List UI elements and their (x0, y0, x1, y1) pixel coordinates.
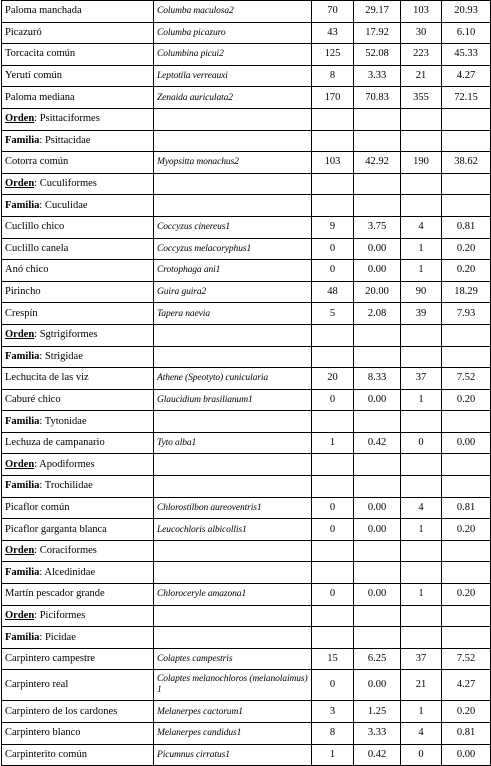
family-name: : Strigidae (39, 350, 83, 362)
empty-cell (154, 411, 312, 433)
family-cell (2, 130, 154, 152)
count-cell: 223 (401, 44, 442, 66)
scientific-name-cell: Tyto alba1 (154, 432, 312, 454)
count-cell: 48 (312, 281, 354, 303)
scientific-name-cell: Columba maculosa2 (154, 1, 312, 23)
empty-cell (354, 476, 401, 498)
empty-cell (401, 108, 442, 130)
count-cell: 103 (401, 1, 442, 23)
order-name: : Psittaciformes (34, 113, 100, 125)
count-cell: 0 (312, 260, 354, 282)
count-cell: 190 (401, 152, 442, 174)
percent-cell: 0.00 (354, 584, 401, 606)
empty-cell (312, 195, 354, 217)
percent-cell: 4.27 (442, 670, 491, 701)
percent-cell: 0.81 (442, 723, 491, 745)
common-name-cell: Lechucita de las viz (2, 368, 154, 390)
empty-cell (154, 605, 312, 627)
percent-cell: 42.92 (354, 152, 401, 174)
scientific-name-cell: Colaptes campestris (154, 648, 312, 670)
empty-cell (354, 454, 401, 476)
count-cell: 103 (312, 152, 354, 174)
scientific-name-cell: Colaptes melanochloros (melanolaimus) 1 (154, 670, 312, 701)
scientific-name-cell: Chloroceryle amazona1 (154, 584, 312, 606)
empty-cell (154, 540, 312, 562)
count-cell: 9 (312, 216, 354, 238)
family-cell (2, 476, 154, 498)
count-cell: 20 (312, 368, 354, 390)
empty-cell (312, 454, 354, 476)
empty-cell (354, 627, 401, 649)
scientific-name-cell: Guira guira2 (154, 281, 312, 303)
empty-cell (442, 173, 491, 195)
percent-cell: 0.00 (354, 519, 401, 541)
order-name: : Coraciformes (34, 545, 97, 557)
order-label: Orden (5, 545, 35, 557)
table-row (2, 152, 491, 174)
percent-cell: 0.00 (354, 238, 401, 260)
family-name: : Cuculidae (39, 199, 88, 211)
percent-cell: 0.00 (354, 497, 401, 519)
empty-cell (401, 476, 442, 498)
count-cell: 39 (401, 303, 442, 325)
family-label: Familia (5, 566, 40, 578)
family-label: Familia (5, 631, 40, 643)
table-row (2, 1, 491, 23)
order-name: : Sgtrigiformes (34, 329, 98, 341)
order-label: Orden (5, 329, 35, 341)
count-cell: 0 (312, 497, 354, 519)
empty-cell (401, 627, 442, 649)
empty-cell (312, 324, 354, 346)
percent-cell: 6.10 (442, 22, 491, 44)
order-label: Orden (5, 113, 35, 125)
empty-cell (354, 195, 401, 217)
family-label: Familia (5, 480, 40, 492)
common-name-cell: Cotorra común (2, 152, 154, 174)
empty-cell (401, 540, 442, 562)
empty-cell (442, 627, 491, 649)
scientific-name-cell: Leptotila verreauxi (154, 65, 312, 87)
family-cell (2, 627, 154, 649)
percent-cell: 0.00 (354, 670, 401, 701)
table-row (2, 368, 491, 390)
order-name: : Apodiformes (34, 458, 95, 470)
percent-cell: 45.33 (442, 44, 491, 66)
empty-cell (401, 605, 442, 627)
family-label: Familia (5, 415, 40, 427)
percent-cell: 38.62 (442, 152, 491, 174)
empty-cell (401, 173, 442, 195)
count-cell: 37 (401, 648, 442, 670)
count-cell: 0 (312, 519, 354, 541)
percent-cell: 52.08 (354, 44, 401, 66)
count-cell: 170 (312, 87, 354, 109)
empty-cell (401, 411, 442, 433)
percent-cell: 3.75 (354, 216, 401, 238)
count-cell: 4 (401, 723, 442, 745)
table-row (2, 281, 491, 303)
common-name-cell: Carpintero de los cardones (2, 701, 154, 723)
common-name-cell: Torcacita común (2, 44, 154, 66)
species-table-body (2, 1, 491, 766)
empty-cell (442, 605, 491, 627)
scientific-name-cell: Myopsitta monachus2 (154, 152, 312, 174)
empty-cell (312, 562, 354, 584)
common-name-cell: Cuclillo canela (2, 238, 154, 260)
order-row (2, 173, 491, 195)
scientific-name-cell: Columbina picui2 (154, 44, 312, 66)
common-name-cell: Lechuza de campanario (2, 432, 154, 454)
order-row (2, 324, 491, 346)
common-name-cell: Martín pescador grande (2, 584, 154, 606)
percent-cell: 18.29 (442, 281, 491, 303)
family-label: Familia (5, 350, 40, 362)
empty-cell (442, 454, 491, 476)
family-cell (2, 346, 154, 368)
count-cell: 0 (312, 238, 354, 260)
percent-cell: 4.27 (442, 65, 491, 87)
empty-cell (442, 540, 491, 562)
count-cell: 90 (401, 281, 442, 303)
family-label: Familia (5, 199, 40, 211)
order-row (2, 454, 491, 476)
table-row (2, 87, 491, 109)
order-row (2, 108, 491, 130)
empty-cell (154, 173, 312, 195)
count-cell: 0 (312, 584, 354, 606)
percent-cell: 0.42 (354, 744, 401, 766)
family-row (2, 562, 491, 584)
empty-cell (312, 130, 354, 152)
count-cell: 1 (401, 519, 442, 541)
percent-cell: 0.00 (354, 389, 401, 411)
species-table (1, 0, 491, 766)
common-name-cell: Carpinterito común (2, 744, 154, 766)
order-label: Orden (5, 458, 35, 470)
empty-cell (442, 130, 491, 152)
percent-cell: 20.93 (442, 1, 491, 23)
table-row (2, 701, 491, 723)
count-cell: 1 (401, 701, 442, 723)
count-cell: 1 (401, 389, 442, 411)
percent-cell: 17.92 (354, 22, 401, 44)
common-name-cell: Carpintero real (2, 670, 154, 701)
count-cell: 21 (401, 65, 442, 87)
percent-cell: 0.81 (442, 497, 491, 519)
common-name-cell: Yerutí común (2, 65, 154, 87)
family-cell (2, 562, 154, 584)
common-name-cell: Picaflor común (2, 497, 154, 519)
family-name: : Tytonidae (39, 415, 87, 427)
common-name-cell: Caburé chico (2, 389, 154, 411)
family-cell (2, 411, 154, 433)
family-row (2, 130, 491, 152)
empty-cell (154, 627, 312, 649)
table-row (2, 389, 491, 411)
family-row (2, 411, 491, 433)
family-name: : Alcedinidae (39, 566, 96, 578)
percent-cell: 0.00 (354, 260, 401, 282)
empty-cell (154, 562, 312, 584)
count-cell: 0 (401, 432, 442, 454)
family-row (2, 195, 491, 217)
empty-cell (401, 454, 442, 476)
percent-cell: 72.15 (442, 87, 491, 109)
common-name-cell: Carpintero blanco (2, 723, 154, 745)
percent-cell: 0.81 (442, 216, 491, 238)
family-row (2, 476, 491, 498)
percent-cell: 20.00 (354, 281, 401, 303)
empty-cell (354, 324, 401, 346)
common-name-cell: Anó chico (2, 260, 154, 282)
common-name-cell: Paloma manchada (2, 1, 154, 23)
order-cell (2, 454, 154, 476)
percent-cell: 8.33 (354, 368, 401, 390)
empty-cell (442, 476, 491, 498)
empty-cell (312, 627, 354, 649)
order-cell (2, 605, 154, 627)
scientific-name-cell: Picumnus cirratus1 (154, 744, 312, 766)
order-row (2, 540, 491, 562)
table-row (2, 432, 491, 454)
table-row (2, 44, 491, 66)
order-cell (2, 108, 154, 130)
percent-cell: 1.25 (354, 701, 401, 723)
empty-cell (354, 411, 401, 433)
family-row (2, 627, 491, 649)
percent-cell: 7.52 (442, 648, 491, 670)
family-cell (2, 195, 154, 217)
empty-cell (442, 346, 491, 368)
table-row (2, 260, 491, 282)
empty-cell (442, 324, 491, 346)
common-name-cell: Picazuró (2, 22, 154, 44)
table-row (2, 22, 491, 44)
percent-cell: 0.20 (442, 389, 491, 411)
common-name-cell: Pirincho (2, 281, 154, 303)
percent-cell: 0.00 (442, 432, 491, 454)
percent-cell: 0.20 (442, 584, 491, 606)
family-row (2, 346, 491, 368)
common-name-cell: Crespín (2, 303, 154, 325)
order-name: : Piciformes (34, 609, 86, 621)
scientific-name-cell: Melanerpes candidus1 (154, 723, 312, 745)
empty-cell (154, 454, 312, 476)
count-cell: 70 (312, 1, 354, 23)
empty-cell (354, 346, 401, 368)
empty-cell (401, 324, 442, 346)
count-cell: 1 (401, 238, 442, 260)
empty-cell (354, 562, 401, 584)
table-row (2, 497, 491, 519)
empty-cell (154, 476, 312, 498)
empty-cell (442, 411, 491, 433)
percent-cell: 6.25 (354, 648, 401, 670)
family-label: Familia (5, 134, 40, 146)
order-row (2, 605, 491, 627)
empty-cell (442, 108, 491, 130)
percent-cell: 0.20 (442, 701, 491, 723)
percent-cell: 7.52 (442, 368, 491, 390)
count-cell: 30 (401, 22, 442, 44)
count-cell: 4 (401, 216, 442, 238)
empty-cell (312, 346, 354, 368)
percent-cell: 7.93 (442, 303, 491, 325)
family-name: : Trochilidae (39, 480, 93, 492)
table-row (2, 584, 491, 606)
count-cell: 5 (312, 303, 354, 325)
scientific-name-cell: Tapera naevia (154, 303, 312, 325)
common-name-cell: Picaflor garganta blanca (2, 519, 154, 541)
table-row (2, 65, 491, 87)
percent-cell: 0.20 (442, 519, 491, 541)
scientific-name-cell: Leucochloris albicollis1 (154, 519, 312, 541)
common-name-cell: Carpintero campestre (2, 648, 154, 670)
scientific-name-cell: Glaucidium brasilianum1 (154, 389, 312, 411)
scientific-name-cell: Zenaida auriculata2 (154, 87, 312, 109)
empty-cell (401, 562, 442, 584)
scientific-name-cell: Coccyzus cinereus1 (154, 216, 312, 238)
empty-cell (312, 476, 354, 498)
count-cell: 0 (401, 744, 442, 766)
empty-cell (154, 195, 312, 217)
count-cell: 15 (312, 648, 354, 670)
count-cell: 355 (401, 87, 442, 109)
percent-cell: 0.42 (354, 432, 401, 454)
order-label: Orden (5, 178, 35, 190)
percent-cell: 29.17 (354, 1, 401, 23)
empty-cell (354, 108, 401, 130)
table-row (2, 238, 491, 260)
empty-cell (401, 346, 442, 368)
table-row (2, 648, 491, 670)
empty-cell (154, 130, 312, 152)
count-cell: 21 (401, 670, 442, 701)
empty-cell (154, 346, 312, 368)
count-cell: 1 (312, 432, 354, 454)
table-row (2, 216, 491, 238)
percent-cell: 3.33 (354, 65, 401, 87)
empty-cell (401, 130, 442, 152)
count-cell: 1 (312, 744, 354, 766)
table-row (2, 744, 491, 766)
scientific-name-cell: Crotophaga ani1 (154, 260, 312, 282)
empty-cell (401, 195, 442, 217)
percent-cell: 3.33 (354, 723, 401, 745)
percent-cell: 2.08 (354, 303, 401, 325)
count-cell: 0 (312, 670, 354, 701)
empty-cell (442, 562, 491, 584)
table-row (2, 670, 491, 701)
empty-cell (312, 540, 354, 562)
empty-cell (354, 540, 401, 562)
common-name-cell: Cuclillo chico (2, 216, 154, 238)
order-cell (2, 324, 154, 346)
count-cell: 125 (312, 44, 354, 66)
family-name: : Picidae (39, 631, 76, 643)
scientific-name-cell: Columba picazuro (154, 22, 312, 44)
empty-cell (312, 173, 354, 195)
empty-cell (354, 130, 401, 152)
empty-cell (312, 108, 354, 130)
empty-cell (312, 411, 354, 433)
count-cell: 8 (312, 65, 354, 87)
empty-cell (154, 108, 312, 130)
empty-cell (354, 605, 401, 627)
family-name: : Psittacidae (39, 134, 91, 146)
scientific-name-cell: Athene (Speotyto) cunicularia (154, 368, 312, 390)
count-cell: 0 (312, 389, 354, 411)
percent-cell: 0.20 (442, 238, 491, 260)
scientific-name-cell: Chlorostilbon aureoventris1 (154, 497, 312, 519)
count-cell: 3 (312, 701, 354, 723)
empty-cell (354, 173, 401, 195)
table-row (2, 519, 491, 541)
scientific-name-cell: Coccyzus melacoryphus1 (154, 238, 312, 260)
count-cell: 43 (312, 22, 354, 44)
order-cell (2, 173, 154, 195)
table-row (2, 303, 491, 325)
count-cell: 4 (401, 497, 442, 519)
empty-cell (312, 605, 354, 627)
count-cell: 1 (401, 584, 442, 606)
percent-cell: 0.20 (442, 260, 491, 282)
count-cell: 37 (401, 368, 442, 390)
order-name: : Cuculiformes (34, 178, 97, 190)
order-label: Orden (5, 609, 35, 621)
empty-cell (442, 195, 491, 217)
common-name-cell: Paloma mediana (2, 87, 154, 109)
order-cell (2, 540, 154, 562)
count-cell: 1 (401, 260, 442, 282)
scientific-name-cell: Melanerpes cactorum1 (154, 701, 312, 723)
table-row (2, 723, 491, 745)
percent-cell: 70.83 (354, 87, 401, 109)
empty-cell (154, 324, 312, 346)
percent-cell: 0.00 (442, 744, 491, 766)
count-cell: 8 (312, 723, 354, 745)
